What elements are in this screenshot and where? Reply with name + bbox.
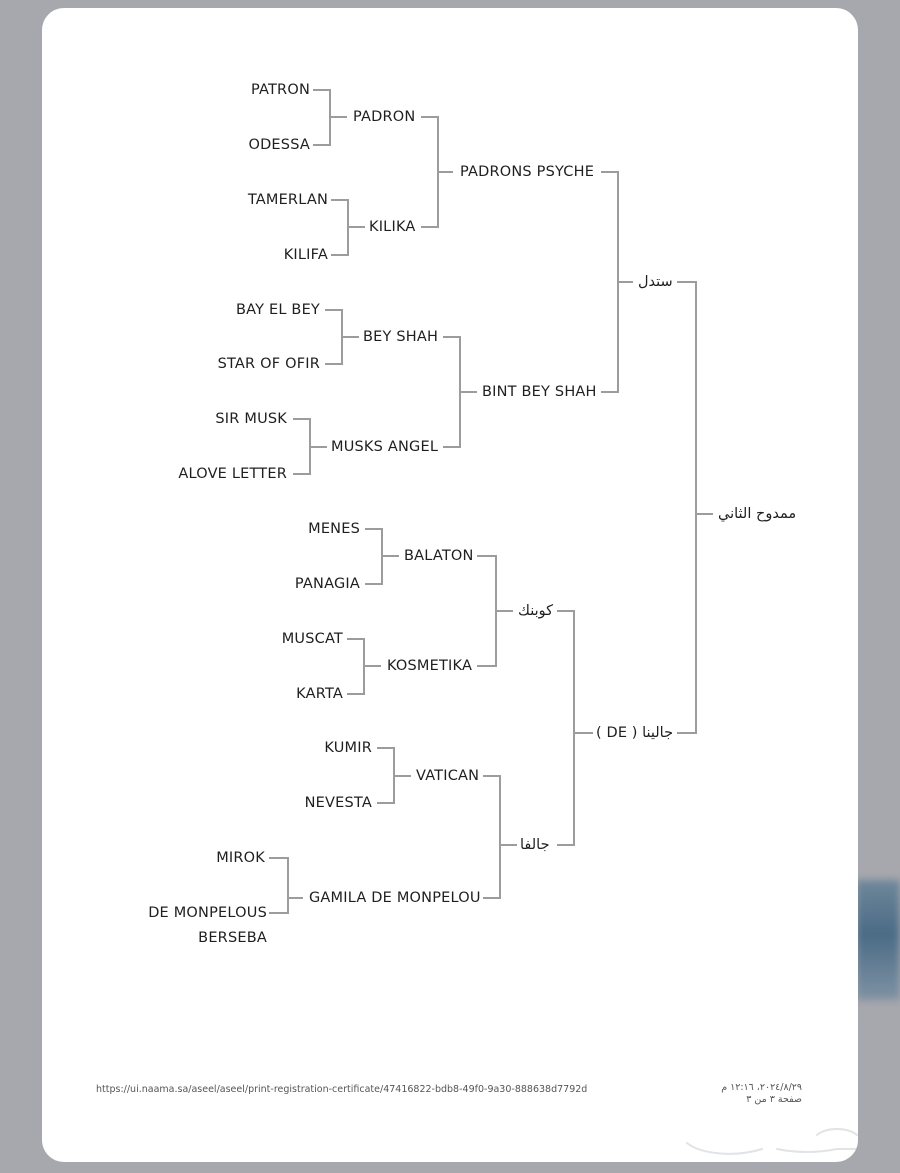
subject-name: ممدوح الثاني (718, 506, 797, 522)
g4-menes: MENES (308, 521, 360, 537)
pedigree-connector-lines (42, 8, 858, 1162)
g4-alove-letter: ALOVE LETTER (178, 466, 287, 482)
g4-star-of-ofir: STAR OF OFIR (217, 356, 320, 372)
g4-panagia: PANAGIA (294, 576, 360, 592)
footer-date: ٢٠٢٤/٨/٢٩، ١٢:١٦ م (721, 1082, 802, 1093)
g4-kumir: KUMIR (324, 740, 372, 756)
g3-bey-shah: BEY SHAH (363, 329, 439, 345)
g3-gamila: GAMILA DE MONPELOU (309, 890, 481, 906)
dam-dam-name: جالفا (520, 837, 550, 853)
background-blur-band (856, 880, 900, 1000)
g4-odessa: ODESSA (248, 137, 310, 153)
g4-patron: PATRON (250, 82, 310, 98)
footer-date-block (721, 1082, 802, 1106)
g4-kilifa: KILIFA (283, 247, 328, 263)
g4-nevesta: NEVESTA (304, 795, 372, 811)
g4-sir-musk: SIR MUSK (215, 411, 287, 427)
g3-padron: PADRON (353, 109, 416, 125)
g4-karta: KARTA (296, 686, 343, 702)
sire-sire-name: PADRONS PSYCHE (460, 164, 595, 180)
certificate-page (42, 8, 858, 1162)
dam-name: جالينا ( DE ) (596, 725, 674, 741)
g3-kilika: KILIKA (369, 219, 416, 235)
g4-de-monpelous: DE MONPELOUS (148, 905, 267, 921)
haraj-logo (667, 1113, 858, 1162)
sire-name: ستدل (638, 274, 673, 290)
dam-sire-name: كوبنك (518, 603, 554, 619)
footer-url: https://ui.naama.sa/aseel/aseel/print-registration-certificate/47416822-bdb8-49f0-9a30-888638d7792d (96, 1084, 588, 1095)
g3-vatican: VATICAN (416, 768, 480, 784)
g4-berseba: BERSEBA (198, 930, 267, 946)
g3-musks-angel: MUSKS ANGEL (331, 439, 439, 455)
g4-muscat: MUSCAT (281, 631, 343, 647)
g3-kosmetika: KOSMETIKA (387, 658, 473, 674)
g4-mirok: MIROK (216, 850, 265, 866)
g4-bay-el-bey: BAY EL BEY (235, 302, 320, 318)
sire-dam-name: BINT BEY SHAH (482, 384, 597, 400)
footer-page-number: صفحة ٣ من ٣ (746, 1094, 802, 1105)
g3-balaton: BALATON (404, 548, 474, 564)
g4-tamerlan: TAMERLAN (247, 192, 328, 208)
